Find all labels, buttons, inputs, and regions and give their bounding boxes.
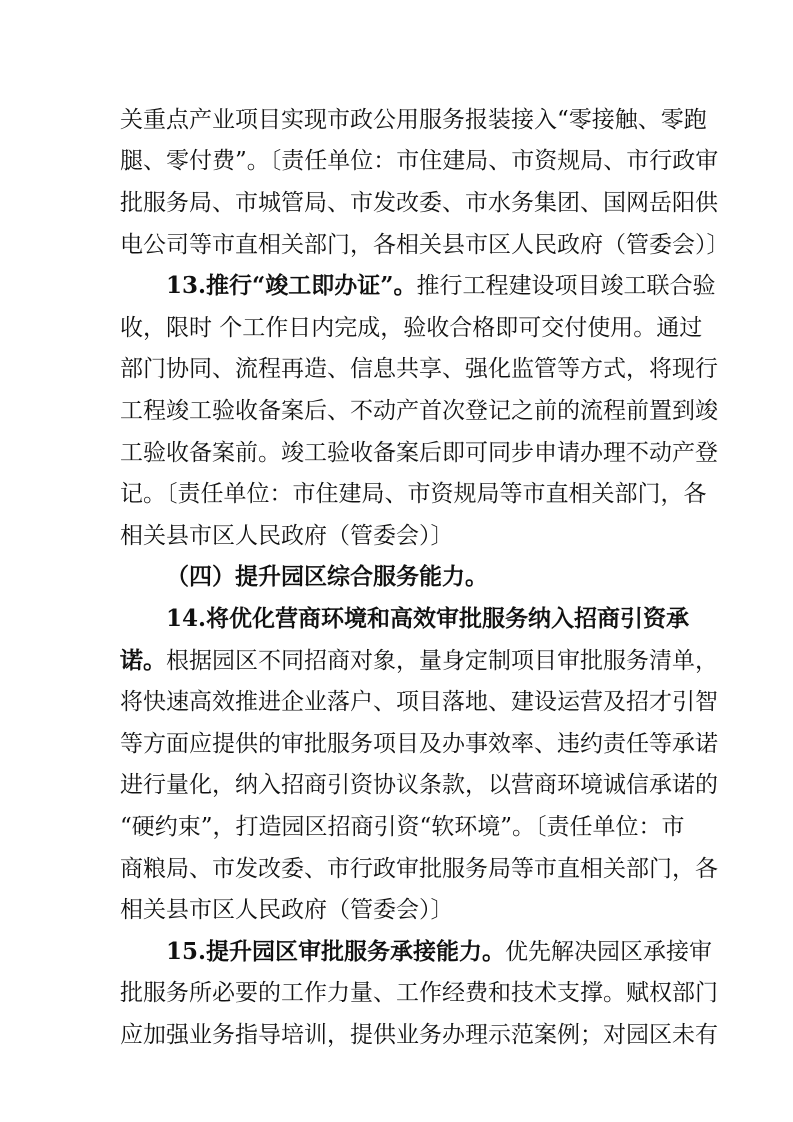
text-line: 部门协同、流程再造、信息共享、强化监管等方式，将现行 xyxy=(120,356,718,382)
text-line: 相关县市区人民政府（管委会）〕 xyxy=(120,897,454,923)
text-line: 将快速高效推进企业落户、项目落地、建设运营及招才引智 xyxy=(120,689,718,715)
text-line: 收，限时 个工作日内完成，验收合格即可交付使用。通过 xyxy=(120,315,703,341)
item-15-heading: 15.提升园区审批服务承接能力。 xyxy=(166,938,506,965)
item-15-line xyxy=(166,937,713,967)
item-14-heading: 14.将优化营商环境和高效审批服务纳入招商引资承 xyxy=(166,605,690,632)
item-15-text: 优先解决园区承接审 xyxy=(505,939,713,965)
text-line: 腿、零付费”。〔责任单位：市住建局、市资规局、市行政审 xyxy=(120,148,719,174)
text-line: 关重点产业项目实现市政公用服务报装接入“零接触、零跑 xyxy=(120,107,707,133)
section-heading: （四）提升园区综合服务能力。 xyxy=(166,563,488,590)
text-line: 应加强业务指导培训，提供业务办理示范案例；对园区未有 xyxy=(120,1022,718,1048)
text-line: 相关县市区人民政府（管委会）〕 xyxy=(120,523,454,549)
item-13-heading: 13.推行“竣工即办证”。 xyxy=(166,272,417,299)
item-13-line xyxy=(166,271,716,301)
text-line: 电公司等市直相关部门，各相关县市区人民政府（管委会）〕 xyxy=(120,232,730,258)
item-14-heading-end: 诺。 xyxy=(120,647,166,674)
text-line: “硬约束”，打造园区招商引资“软环境”。〔责任单位：市 xyxy=(120,814,685,840)
text-line: 商粮局、市发改委、市行政审批服务局等市直相关部门，各 xyxy=(120,856,718,882)
text-line: 批服务所必要的工作力量、工作经费和技术支撑。赋权部门 xyxy=(120,980,718,1006)
text-line: 进行量化，纳入招商引资协议条款，以营商环境诚信承诺的 xyxy=(120,772,718,798)
item-13-text: 推行工程建设项目竣工联合验 xyxy=(416,273,716,299)
item-14-line xyxy=(120,646,718,676)
text-line: 工程竣工验收备案后、不动产首次登记之前的流程前置到竣 xyxy=(120,398,718,424)
text-line: 记。〔责任单位：市住建局、市资规局等市直相关部门，各 xyxy=(120,481,707,507)
text-line: 等方面应提供的审批服务项目及办事效率、违约责任等承诺 xyxy=(120,731,718,757)
text-line: 批服务局、市城管局、市发改委、市水务集团、国网岳阳供 xyxy=(120,190,718,216)
item-14-text: 根据园区不同招商对象，量身定制项目审批服务清单， xyxy=(166,648,718,674)
text-line: 工验收备案前。竣工验收备案后即可同步申请办理不动产登 xyxy=(120,440,718,466)
